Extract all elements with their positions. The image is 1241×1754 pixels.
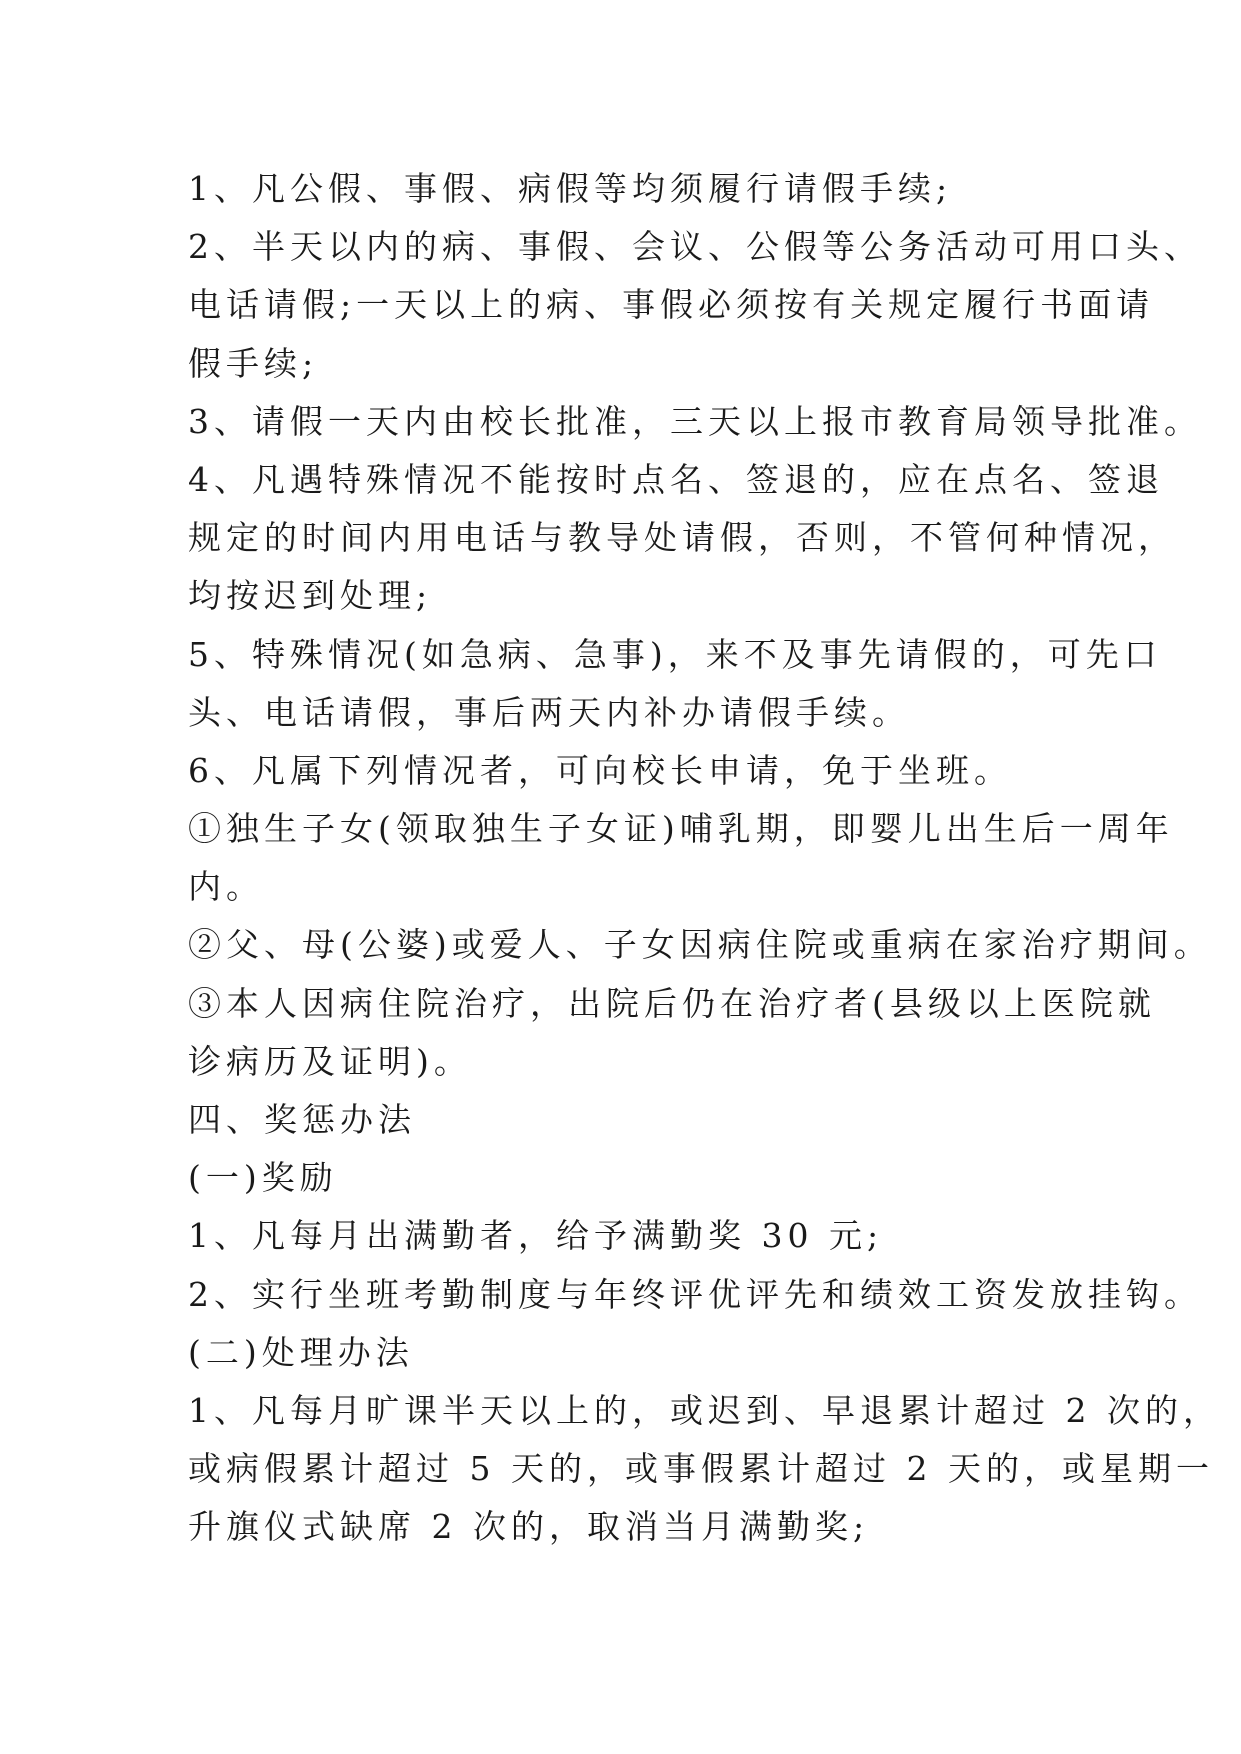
text-line: 1、凡每月出满勤者，给予满勤奖 30 元; [188, 1216, 884, 1256]
text-line: 头、电话请假，事后两天内补办请假手续。 [188, 692, 910, 732]
text-line: 1、凡公假、事假、病假等均须履行请假手续; [188, 169, 953, 208]
text-line: 2、实行坐班考勤制度与年终评优评先和绩效工资发放挂钩。 [188, 1274, 1202, 1314]
text-line: 电话请假;一天以上的病、事假必须按有关规定履行书面请 [188, 285, 1155, 325]
text-line: 内。 [188, 867, 264, 907]
text-line: 5、特殊情况(如急病、急事)，来不及事先请假的，可先口 [188, 634, 1162, 674]
text-line: 或病假累计超过 5 天的，或事假累计超过 2 天的，或星期一 [188, 1449, 1214, 1489]
text-line: ①独生子女(领取独生子女证)哺乳期，即婴儿出生后一周年 [188, 809, 1174, 849]
section-heading: 四、奖惩办法 [188, 1100, 416, 1139]
text-line: 升旗仪式缺席 2 次的，取消当月满勤奖; [188, 1507, 870, 1547]
text-line: ③本人因病住院治疗，出院后仍在治疗者(县级以上医院就 [188, 983, 1156, 1023]
text-line: 1、凡每月旷课半天以上的，或迟到、早退累计超过 2 次的， [188, 1390, 1221, 1430]
text-line: 6、凡属下列情况者，可向校长申请，免于坐班。 [188, 750, 1012, 790]
text-line: ②父、母(公婆)或爱人、子女因病住院或重病在家治疗期间。 [188, 925, 1212, 965]
text-line: 2、半天以内的病、事假、会议、公假等公务活动可用口头、 [188, 227, 1202, 267]
text-line: 4、凡遇特殊情况不能按时点名、签退的，应在点名、签退 [188, 459, 1164, 499]
text-line: 诊病历及证明)。 [188, 1041, 472, 1081]
text-line: 规定的时间内用电话与教导处请假，否则，不管何种情况， [188, 518, 1176, 558]
text-line: 均按迟到处理; [188, 576, 433, 616]
subsection-heading: (一)奖励 [188, 1158, 338, 1198]
document-body [188, 160, 1221, 1557]
subsection-heading: (二)处理办法 [188, 1332, 414, 1372]
text-line: 假手续; [188, 343, 319, 383]
text-line: 3、请假一天内由校长批准，三天以上报市教育局领导批准。 [188, 401, 1202, 441]
